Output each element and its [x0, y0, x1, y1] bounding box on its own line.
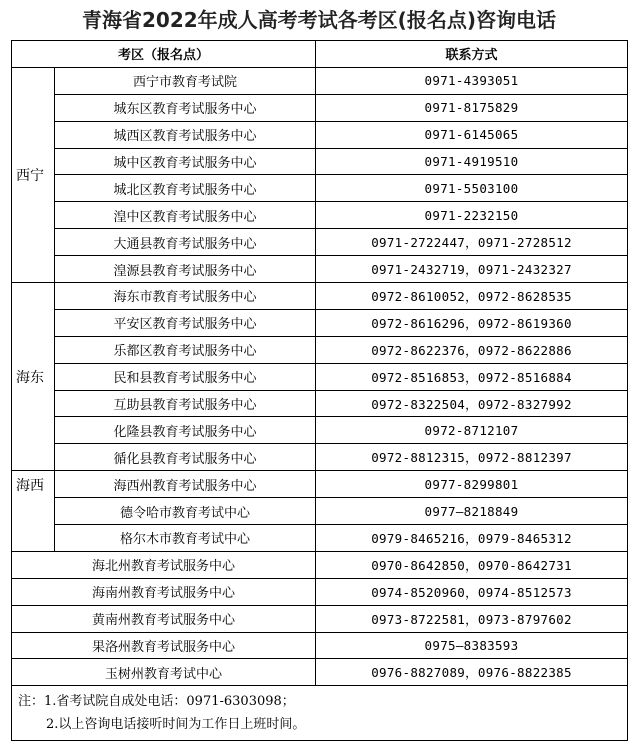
phone-cell: 0972-8622376，0972-8622886	[316, 336, 628, 363]
table-row	[12, 175, 628, 202]
table-row	[12, 498, 628, 525]
area-cell: 民和县教育考试服务中心	[55, 363, 316, 390]
header-contact: 联系方式	[316, 41, 628, 68]
area-cell: 平安区教育考试服务中心	[55, 309, 316, 336]
notes-row	[12, 686, 628, 741]
phone-cell: 0971-4919510	[316, 148, 628, 175]
phone-cell: 0975—8383593	[316, 632, 628, 659]
phone-cell: 0974-8520960，0974-8512573	[316, 578, 628, 605]
area-cell: 玉树州教育考试中心	[12, 659, 316, 686]
table-row	[12, 632, 628, 659]
phone-cell: 0971-8175829	[316, 94, 628, 121]
table-header-row	[12, 41, 628, 68]
contact-table	[11, 40, 628, 741]
area-cell: 湟中区教育考试服务中心	[55, 202, 316, 229]
table-row	[12, 202, 628, 229]
table-row	[12, 363, 628, 390]
phone-cell: 0971-4393051	[316, 67, 628, 94]
area-cell: 海东市教育考试服务中心	[55, 283, 316, 310]
phone-cell: 0972-8322504，0972-8327992	[316, 390, 628, 417]
region-haidong: 海东	[12, 283, 55, 471]
table-row	[12, 659, 628, 686]
phone-cell: 0972-8712107	[316, 417, 628, 444]
area-cell: 城东区教育考试服务中心	[55, 94, 316, 121]
phone-cell: 0972-8516853，0972-8516884	[316, 363, 628, 390]
area-cell: 互助县教育考试服务中心	[55, 390, 316, 417]
table-row	[12, 309, 628, 336]
table-row	[12, 336, 628, 363]
table-row	[12, 578, 628, 605]
table-row	[12, 229, 628, 256]
area-cell: 德令哈市教育考试中心	[55, 498, 316, 525]
area-cell: 海南州教育考试服务中心	[12, 578, 316, 605]
region-xining: 西宁	[12, 67, 55, 282]
phone-cell: 0972-8610052，0972-8628535	[316, 283, 628, 310]
area-cell: 海西州教育考试服务中心	[55, 471, 316, 498]
table-row	[12, 67, 628, 94]
note-line-1: 注：1.省考试院自成处电话：0971-6303098；	[18, 694, 295, 710]
table-row	[12, 417, 628, 444]
phone-cell: 0977—8218849	[316, 498, 628, 525]
area-cell: 化隆县教育考试服务中心	[55, 417, 316, 444]
phone-cell: 0976-8827089，0976-8822385	[316, 659, 628, 686]
table-row	[12, 444, 628, 471]
phone-cell: 0971-2722447，0971-2728512	[316, 229, 628, 256]
page-title: 青海省2022年成人高考考试各考区(报名点)咨询电话	[82, 8, 556, 32]
area-cell: 黄南州教育考试服务中心	[12, 605, 316, 632]
note-line-2: 2.以上咨询电话接听时间为工作日上班时间。	[46, 717, 306, 733]
area-cell: 海北州教育考试服务中心	[12, 551, 316, 578]
phone-cell: 0979-8465216，0979-8465312	[316, 525, 628, 552]
area-cell: 格尔木市教育考试中心	[55, 525, 316, 552]
table-row	[12, 525, 628, 552]
table-row	[12, 94, 628, 121]
table-row	[12, 121, 628, 148]
table-row	[12, 471, 628, 498]
area-cell: 西宁市教育考试院	[55, 67, 316, 94]
phone-cell: 0972-8616296，0972-8619360	[316, 309, 628, 336]
area-cell: 湟源县教育考试服务中心	[55, 256, 316, 283]
notes-cell	[12, 686, 628, 741]
area-cell: 城西区教育考试服务中心	[55, 121, 316, 148]
table-row	[12, 605, 628, 632]
area-cell: 城中区教育考试服务中心	[55, 148, 316, 175]
table-row	[12, 390, 628, 417]
area-cell: 乐都区教育考试服务中心	[55, 336, 316, 363]
phone-cell: 0970-8642850，0970-8642731	[316, 551, 628, 578]
region-haixi: 海西	[12, 471, 55, 552]
table-row	[12, 283, 628, 310]
table-row	[12, 256, 628, 283]
area-cell: 循化县教育考试服务中心	[55, 444, 316, 471]
area-cell: 大通县教育考试服务中心	[55, 229, 316, 256]
phone-cell: 0971-2432719，0971-2432327	[316, 256, 628, 283]
phone-cell: 0971-6145065	[316, 121, 628, 148]
area-cell: 城北区教育考试服务中心	[55, 175, 316, 202]
header-area: 考区（报名点）	[12, 41, 316, 68]
table-row	[12, 148, 628, 175]
table-row	[12, 551, 628, 578]
area-cell: 果洛州教育考试服务中心	[12, 632, 316, 659]
phone-cell: 0971-2232150	[316, 202, 628, 229]
phone-cell: 0977-8299801	[316, 471, 628, 498]
phone-cell: 0972-8812315，0972-8812397	[316, 444, 628, 471]
phone-cell: 0973-8722581，0973-8797602	[316, 605, 628, 632]
phone-cell: 0971-5503100	[316, 175, 628, 202]
